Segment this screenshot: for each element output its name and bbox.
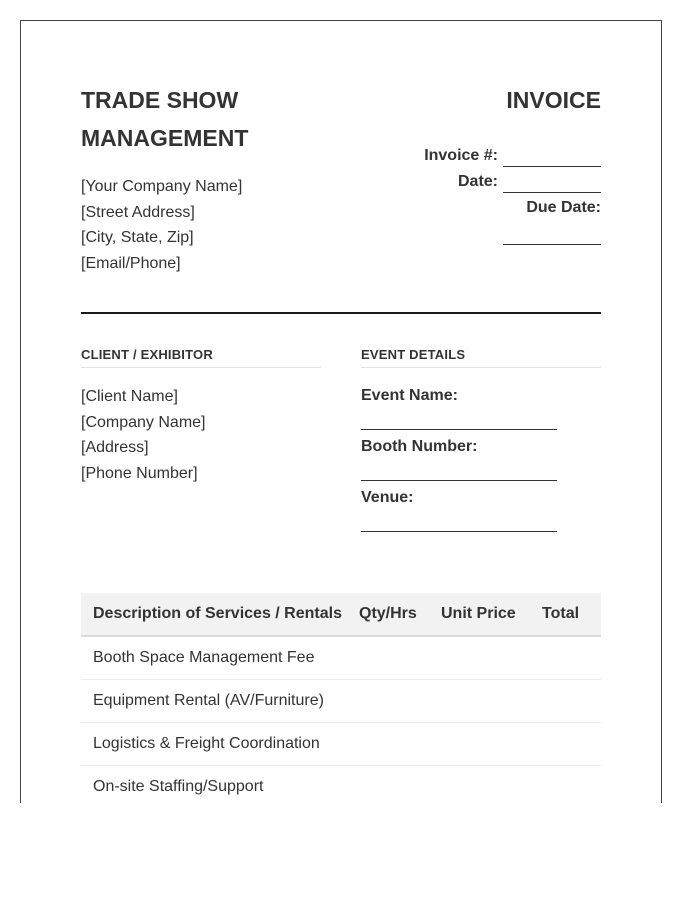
company-address-block <box>81 174 242 276</box>
row-description: Booth Space Management Fee <box>81 636 359 680</box>
row-description: Logistics & Freight Coordination <box>81 723 359 766</box>
client-phone: [Phone Number] <box>81 464 198 482</box>
company-name: [Your Company Name] <box>81 178 243 195</box>
company-title-line2: MANAGEMENT <box>81 125 249 151</box>
row-unit-price[interactable] <box>441 680 542 723</box>
date-field[interactable] <box>503 174 601 193</box>
invoice-number-label: Invoice #: <box>424 147 498 164</box>
booth-number-input-line[interactable] <box>361 480 557 481</box>
row-qty[interactable] <box>359 680 441 723</box>
venue-label: Venue: <box>361 489 414 506</box>
header-divider <box>81 312 601 314</box>
client-address: [Address] <box>81 439 149 456</box>
street-address: [Street Address] <box>81 203 195 221</box>
table-row <box>81 636 601 680</box>
client-name: [Client Name] <box>81 388 178 405</box>
row-total[interactable] <box>542 723 601 766</box>
row-total[interactable] <box>542 680 601 723</box>
due-date-field-row <box>361 219 601 245</box>
event-name-field <box>361 385 601 436</box>
table-header-row <box>81 593 601 636</box>
due-date-label: Due Date: <box>526 199 601 216</box>
column-header-qty: Qty/Hrs <box>359 593 441 636</box>
row-total[interactable] <box>542 636 601 680</box>
invoice-number-field[interactable] <box>503 148 601 167</box>
row-description: On-site Staffing/Support <box>93 778 264 795</box>
email-phone: [Email/Phone] <box>81 254 181 272</box>
company-title <box>81 81 341 157</box>
booth-number-label: Booth Number: <box>361 438 478 455</box>
row-unit-price[interactable] <box>441 723 542 766</box>
venue-input-line[interactable] <box>361 531 557 532</box>
column-header-description: Description of Services / Rentals <box>81 593 359 636</box>
column-header-unit-price: Unit Price <box>441 593 542 636</box>
invoice-page <box>20 20 662 803</box>
company-title-line1: TRADE SHOW <box>81 87 239 113</box>
due-date-field[interactable] <box>503 230 601 245</box>
booth-number-field <box>361 436 601 487</box>
date-label: Date: <box>457 173 498 190</box>
invoice-title: INVOICE <box>506 87 601 113</box>
client-details <box>81 384 206 486</box>
event-heading: EVENT DETAILS <box>361 347 601 368</box>
due-date-row <box>361 193 601 219</box>
row-total[interactable] <box>542 766 601 804</box>
invoice-meta <box>361 141 601 245</box>
table-row <box>81 680 601 723</box>
column-header-total: Total <box>542 593 601 636</box>
row-qty[interactable] <box>359 636 441 680</box>
city-state-zip: [City, State, Zip] <box>81 229 194 246</box>
row-qty[interactable] <box>359 766 441 804</box>
row-unit-price[interactable] <box>441 766 542 804</box>
row-description: Equipment Rental (AV/Furniture) <box>81 680 359 723</box>
client-heading: CLIENT / EXHIBITOR <box>81 347 321 368</box>
venue-field <box>361 487 601 538</box>
event-name-input-line[interactable] <box>361 429 557 430</box>
line-items-table <box>81 593 601 803</box>
table-row <box>81 723 601 766</box>
row-qty[interactable] <box>359 723 441 766</box>
client-company-name: [Company Name] <box>81 413 206 431</box>
date-row <box>361 167 601 193</box>
invoice-number-row <box>361 141 601 167</box>
table-row <box>81 766 601 804</box>
event-name-label: Event Name: <box>361 387 458 404</box>
row-unit-price[interactable] <box>441 636 542 680</box>
event-details <box>361 385 601 538</box>
